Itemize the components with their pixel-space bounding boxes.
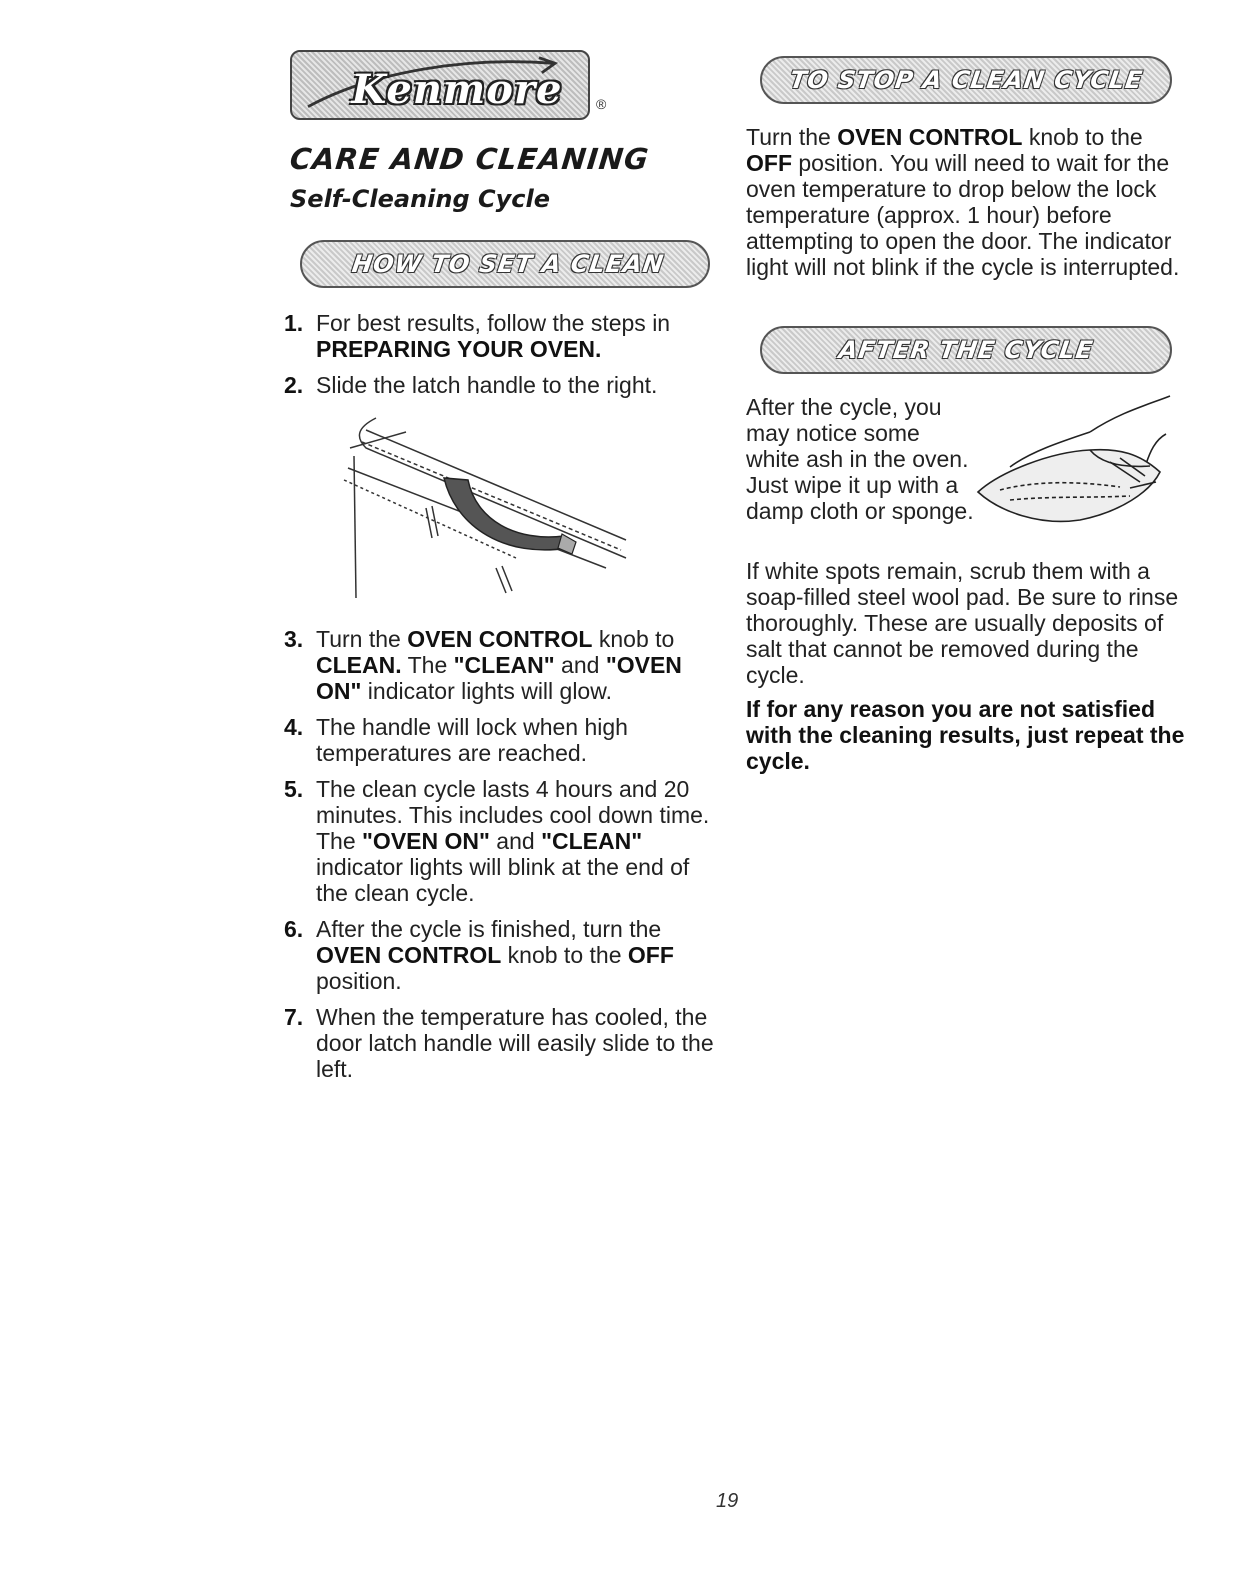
step-1: 1. For best results, follow the steps in PREPARING YOUR OVEN. (284, 310, 671, 362)
page-number: 19 (716, 1490, 739, 1512)
kenmore-logo (290, 50, 590, 120)
banner-to-stop-clean-cycle: TO STOP A CLEAN CYCLE (760, 56, 1172, 104)
logo-text: Kenmore (351, 66, 563, 113)
step-5: 5. The clean cycle lasts 4 hours and 20 minutes. This includes cool down time. The "OVEN ON" and "CLEAN" indicator lights will blink at the end of the clean cycle. (284, 776, 710, 906)
after-cycle-intro: After the cycle, you may notice some white ash in the oven. Just wipe it up with a damp cloth or sponge. (746, 394, 974, 524)
latch-handle-illustration (336, 408, 636, 598)
registered-mark: ® (596, 96, 607, 112)
step-4: 4. The handle will lock when high temperatures are reached. (284, 714, 628, 766)
step-3: 3. Turn the OVEN CONTROL knob to CLEAN. The "CLEAN" and "OVEN ON" indicator lights will glow. (284, 626, 682, 704)
banner-how-to-set-clean-cycle: HOW TO SET A CLEAN (300, 240, 710, 288)
step-6: 6. After the cycle is finished, turn the OVEN CONTROL knob to the OFF position. (284, 916, 674, 994)
white-spots-instructions: If white spots remain, scrub them with a soap-filled steel wool pad. Be sure to rinse thoroughly. These are usually deposits of salt that cannot be removed during the cycle. (746, 558, 1179, 688)
section-title: CARE AND CLEANING (288, 142, 651, 176)
step-7: 7. When the temperature has cooled, the door latch handle will easily slide to the left. (284, 1004, 714, 1082)
stop-instructions: Turn the OVEN CONTROL knob to the OFF position. You will need to wait for the oven temperature to drop below the lock temperature (approx. 1 hour) before attempting to open the door. The indicator light will not blink if the cycle is interrupted. (746, 124, 1180, 280)
step-2: 2. Slide the latch handle to the right. (284, 372, 658, 398)
section-subtitle: Self-Cleaning Cycle (290, 185, 551, 213)
repeat-cycle-note: If for any reason you are not satisfied with the cleaning results, just repeat the cycle. (746, 696, 1185, 774)
wiping-cloth-illustration (970, 392, 1180, 532)
banner-after-the-cycle: AFTER THE CYCLE (760, 326, 1172, 374)
